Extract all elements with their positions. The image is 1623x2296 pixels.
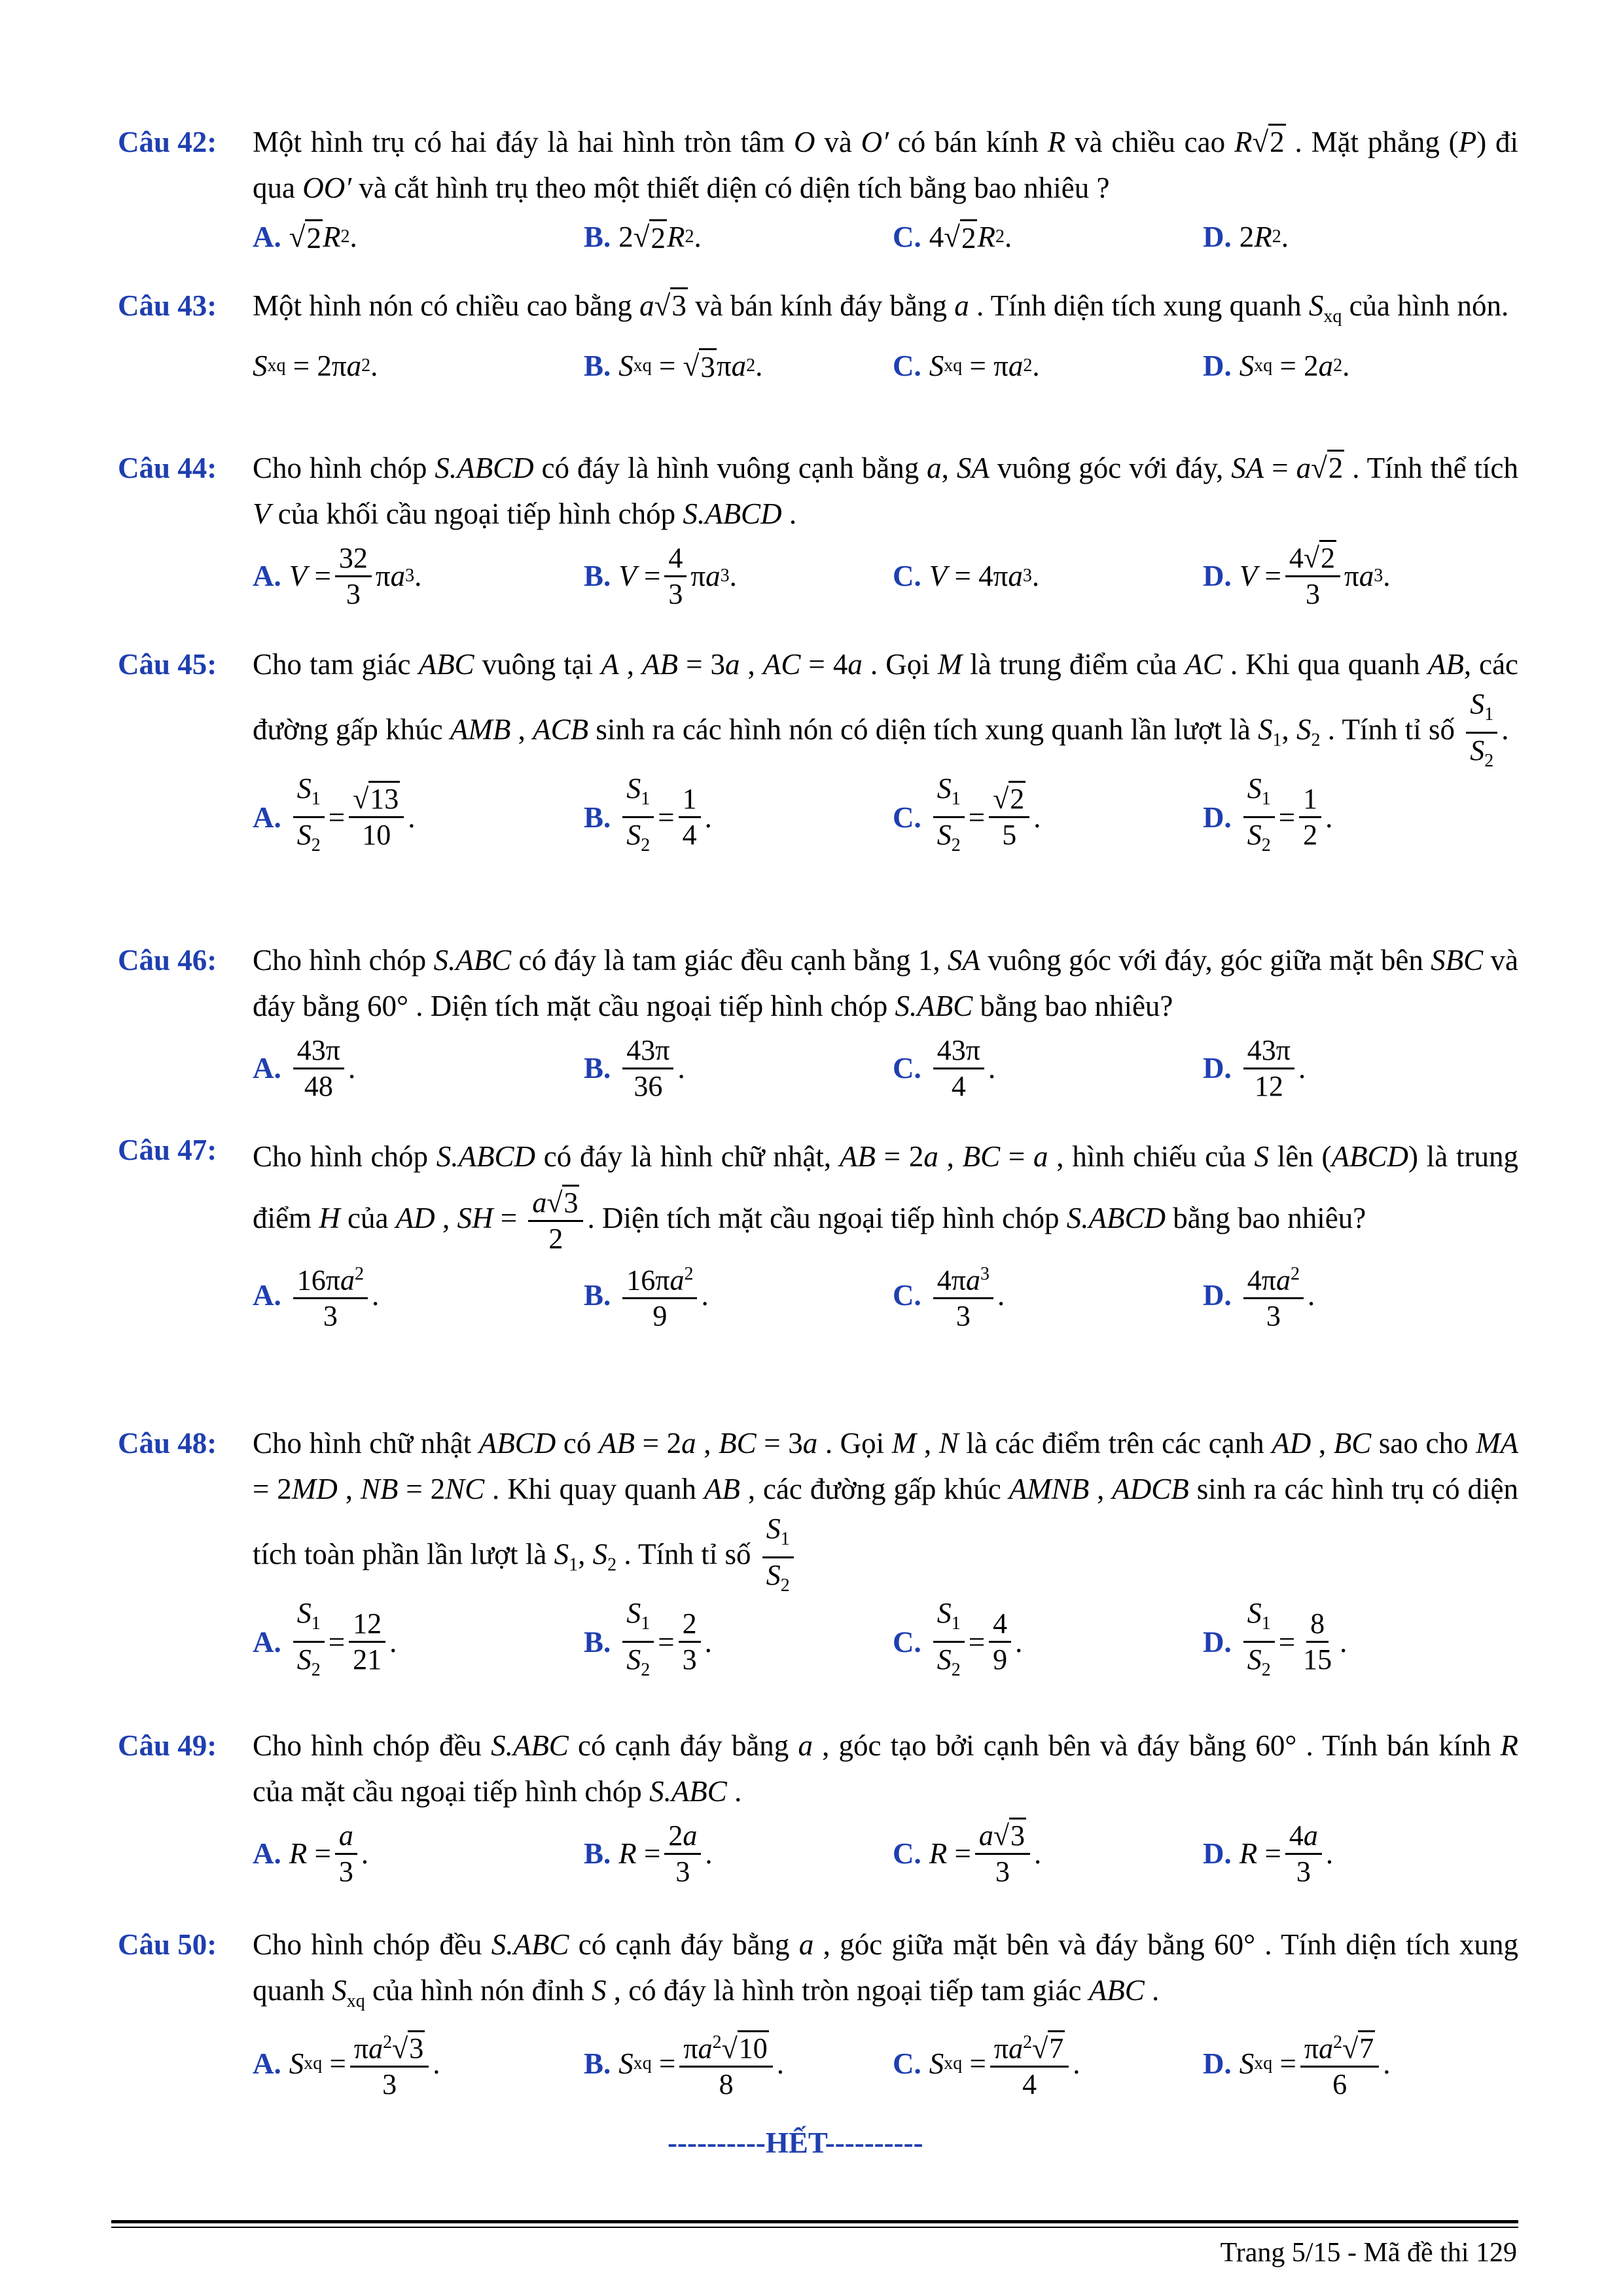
option-d[interactable]: D. $\frac{4\pi a^2}{3}$ . [1203,1256,1315,1335]
option-b[interactable]: B. S xq = √ 3 π a 2 . [584,340,762,392]
option-d[interactable]: D. R = $\frac{4a}{3}$ . [1203,1819,1334,1888]
question-47 [118,1127,1518,1335]
option-d[interactable]: D. $\frac{43\pi}{12}$ . [1203,1033,1306,1102]
option-c[interactable]: C. S xq = π a 2 . [893,350,1040,382]
question-number: Câu 43: [118,289,217,322]
option-d[interactable]: D. S xq = $\frac{\pi a^2√7}{6}$ . [1203,2024,1391,2103]
footer-divider [111,2220,1518,2223]
page-footer: Trang 5/15 - Mã đề thi 129 [1220,2238,1517,2268]
option-a[interactable]: A. R = $\frac{a}{3}$ . [253,1819,369,1888]
option-b[interactable]: B. R = $\frac{2a}{3}$ . [584,1819,713,1888]
option-a[interactable]: A. $\frac{16\pi a^2}{3}$ . [253,1256,379,1335]
option-d[interactable]: D. 2 R 2 . [1203,221,1289,253]
question-stem: Cho hình chữ nhật ABCD có AB = 2a , BC = 3a . Gọi M , N là các điểm trên các cạnh AD , BC sao cho MA = 2MD , NB = 2NC . Khi quay quanh AB , các đường gấp khúc AMNB , ADCB sinh ra các hình trụ có diện tích toàn phần lần lượt là $S_1$, $S_2$ . Tính tỉ số $\frac{S_1}{S_2}$ [253,1427,1519,1596]
option-d[interactable]: D. $\frac{S_1}{S_2}$ = $\frac{8}{15}$ . [1203,1597,1347,1680]
option-a[interactable]: A. $\frac{S_1}{S_2}$ = $\frac{12}{21}$ . [253,1597,397,1680]
option-b[interactable]: B. $\frac{43\pi}{36}$ . [584,1033,685,1102]
question-number: Câu 44: [118,452,217,484]
question-number: Câu 42: [118,126,217,158]
options [253,1256,1518,1335]
question-stem: Cho hình chóp S.ABC có đáy là tam giác đều cạnh bằng 1, SA vuông góc với đáy, góc giữa mặt bên SBC và đáy bằng 60° . Diện tích mặt cầu ngoại tiếp hình chóp S.ABC bằng bao nhiêu? [253,944,1518,1022]
question-stem: Cho tam giác ABC vuông tại A , AB = 3a , AC = 4a . Gọi M là trung điểm của AC . Khi qua quanh AB, các đường gấp khúc AMB , ACB sinh ra các hình nón có diện tích xung quanh lần lượt là $S_1$, $S_2$ . Tính tỉ số $\frac{S_1}{S_2}$ . [253,648,1519,771]
options [253,1597,1518,1681]
question-48 [118,1420,1518,1681]
option-b[interactable]: B. V = $\frac{4}{3}$ π a 3 . [584,541,737,610]
question-44 [118,445,1518,615]
footer-divider-thin [111,2227,1518,2228]
question-stem: Cho hình chóp S.ABCD có đáy là hình chữ nhật, AB = 2a , BC = a , hình chiếu của S lên (ABCD) là trung điểm H của AD , SH = $\frac{a√3}{2}$ . Diện tích mặt cầu ngoại tiếp hình chóp S.ABCD bằng bao nhiêu? [253,1140,1519,1255]
question-number: Câu 50: [118,1928,217,1961]
options [253,537,1518,615]
question-number: Câu 46: [118,944,217,977]
option-a[interactable]: A. V = $\frac{32}{3}$ π a 3 . [253,541,422,610]
option-d[interactable]: D. S xq = 2 a 2 . [1203,350,1350,382]
option-b[interactable]: B. 2√ 2 R 2 . [584,211,702,263]
option-b[interactable]: B. $\frac{S_1}{S_2}$ = $\frac{2}{3}$ . [584,1597,712,1680]
question-number: Câu 45: [118,648,217,681]
option-c[interactable]: C. $\frac{4\pi a^3}{3}$ . [893,1256,1005,1335]
question-49 [118,1723,1518,1893]
option-a[interactable]: S xq = 2π a 2 . [253,350,378,382]
question-42 [118,119,1518,263]
question-46 [118,937,1518,1107]
option-c[interactable]: C. $\frac{43\pi}{4}$ . [893,1033,996,1102]
question-stem: Cho hình chóp đều S.ABC có cạnh đáy bằng a , góc giữa mặt bên và đáy bằng 60° . Tính diện tích xung quanh $S_{xq}$ của hình nón đỉnh S , có đáy là hình tròn ngoại tiếp tam giác ABC . [253,1928,1518,2011]
options [253,772,1518,857]
option-c[interactable]: C. 4√ 2 R 2 . [893,211,1012,263]
question-43 [118,283,1518,392]
options [253,340,1518,392]
option-b[interactable]: B. S xq = $\frac{\pi a^2√10}{8}$ . [584,2024,784,2103]
question-50 [118,1922,1518,2103]
question-stem: Một hình trụ có hai đáy là hai hình tròn tâm O và O′ có bán kính R và chiều cao R√2 . Mặt phẳng (P) đi qua OO′ và cắt hình trụ theo một thiết diện có diện tích bằng bao nhiêu ? [253,119,1518,211]
question-number: Câu 48: [118,1427,217,1460]
options [253,211,1518,263]
option-b[interactable]: B. $\frac{16\pi a^2}{9}$ . [584,1256,709,1335]
options [253,1814,1518,1893]
options [253,2024,1518,2103]
option-d[interactable]: D. $\frac{S_1}{S_2}$ = $\frac{1}{2}$ . [1203,772,1333,855]
options [253,1029,1518,1107]
question-stem: Một hình nón có chiều cao bằng a√3 và bán kính đáy bằng a . Tính diện tích xung quanh $S_{xq}$ của hình nón. [253,283,1518,340]
option-a[interactable]: A. S xq = $\frac{\pi a^2√3}{3}$ . [253,2024,440,2103]
option-a[interactable]: A. $\frac{43\pi}{48}$ . [253,1033,356,1102]
option-c[interactable]: C. V = 4π a 3 . [893,560,1040,592]
question-number: Câu 49: [118,1729,217,1762]
option-c[interactable]: C. $\frac{S_1}{S_2}$ = $\frac{√2}{5}$ . [893,772,1041,855]
option-c[interactable]: C. R = $\frac{a√3}{3}$ . [893,1814,1041,1893]
question-45 [118,641,1518,857]
question-number: Câu 47: [118,1134,217,1166]
question-stem: Cho hình chóp đều S.ABC có cạnh đáy bằng a , góc tạo bởi cạnh bên và đáy bằng 60° . Tính bán kính R của mặt cầu ngoại tiếp hình chóp S.ABC . [253,1729,1518,1808]
option-a[interactable]: A. √ 2 R 2 . [253,211,357,263]
option-a[interactable]: A. $\frac{S_1}{S_2}$ = $\frac{√13}{10}$ . [253,772,416,855]
option-b[interactable]: B. $\frac{S_1}{S_2}$ = $\frac{1}{4}$ . [584,772,712,855]
option-d[interactable]: D. V = $\frac{4√2}{3}$ π a 3 . [1203,537,1391,615]
option-c[interactable]: C. $\frac{S_1}{S_2}$ = $\frac{4}{9}$ . [893,1597,1023,1680]
question-stem: Cho hình chóp S.ABCD có đáy là hình vuông cạnh bằng a, SA vuông góc với đáy, SA = a√2 . Tính thể tích V của khối cầu ngoại tiếp hình chóp S.ABCD . [253,445,1518,537]
end-marker: ----------HẾT---------- [668,2126,923,2159]
option-c[interactable]: C. S xq = $\frac{\pi a^2√7}{4}$ . [893,2024,1080,2103]
